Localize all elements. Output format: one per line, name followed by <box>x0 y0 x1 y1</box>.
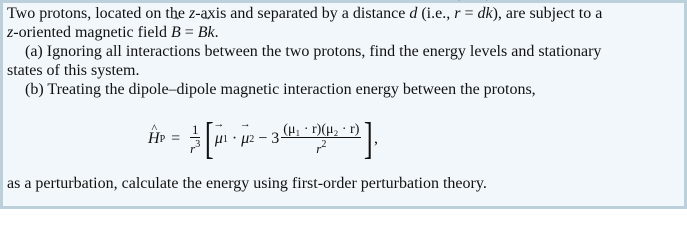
math-vector-B: → B <box>171 23 181 42</box>
math-r: r <box>316 140 322 156</box>
mu-1: → μ <box>215 130 223 148</box>
left-bracket: [ <box>205 114 214 163</box>
fraction-numerator: 1 <box>191 121 199 137</box>
text-segment: . <box>214 24 219 41</box>
math-r: r <box>190 140 196 156</box>
problem-text <box>7 4 673 99</box>
math-d: d <box>409 5 418 22</box>
right-bracket: ] <box>364 114 374 163</box>
math-vector-Bk: → Bk <box>198 23 215 42</box>
text-segment: are subject to a <box>501 5 603 22</box>
part-a-line-1: (a) Ignoring all interactions between the two protons, find the energy levels and stationary <box>25 43 602 60</box>
hamiltonian-subscript: P <box>159 133 166 145</box>
part-a-line-2: states of this system. <box>7 62 140 79</box>
coefficient-3: 3 <box>271 130 280 147</box>
fraction-denominator <box>188 138 202 156</box>
text-segment: -oriented magnetic field <box>13 24 171 41</box>
math-equals: = <box>460 5 478 22</box>
part-b-line-1: (b) Treating the dipole–dipole magnetic interaction energy between the protons, <box>25 81 536 98</box>
math-vector-r: → r <box>454 4 460 23</box>
mu-2: → μ <box>241 130 249 148</box>
subscript: 2 <box>249 133 255 145</box>
exponent: 2 <box>321 138 327 150</box>
minus-sign: − <box>258 130 268 147</box>
fraction-denominator <box>314 138 328 156</box>
part-b-line-2: as a perturbation, calculate the energy using first-order perturbation theory. <box>7 175 487 192</box>
subscript: 1 <box>222 133 228 145</box>
text-segment: -axis and separated by a distance <box>195 5 410 22</box>
math-z: z <box>188 5 196 22</box>
problem-line-2 <box>7 23 673 42</box>
comma: , <box>374 130 379 147</box>
exponent: 3 <box>195 138 201 150</box>
equals-sign: = <box>171 130 181 147</box>
math-z: z <box>7 24 14 41</box>
math-vector-dk: → dk <box>477 4 492 23</box>
fraction-numerator: (μ₁ · r)(μ₂ · r) <box>283 121 360 137</box>
dot-operator: · <box>231 130 238 147</box>
text-segment: Two protons, located on the <box>7 5 189 22</box>
problem-line-1 <box>7 4 673 23</box>
fraction-dipole-term <box>281 123 361 156</box>
text-segment: ), <box>492 5 502 22</box>
text-segment: (i.e., <box>417 5 455 22</box>
math-equals: = <box>180 24 198 41</box>
hamiltonian-symbol: ^ H <box>148 130 160 148</box>
dipole-equation <box>148 114 378 164</box>
fraction-1-over-r3 <box>188 123 202 156</box>
